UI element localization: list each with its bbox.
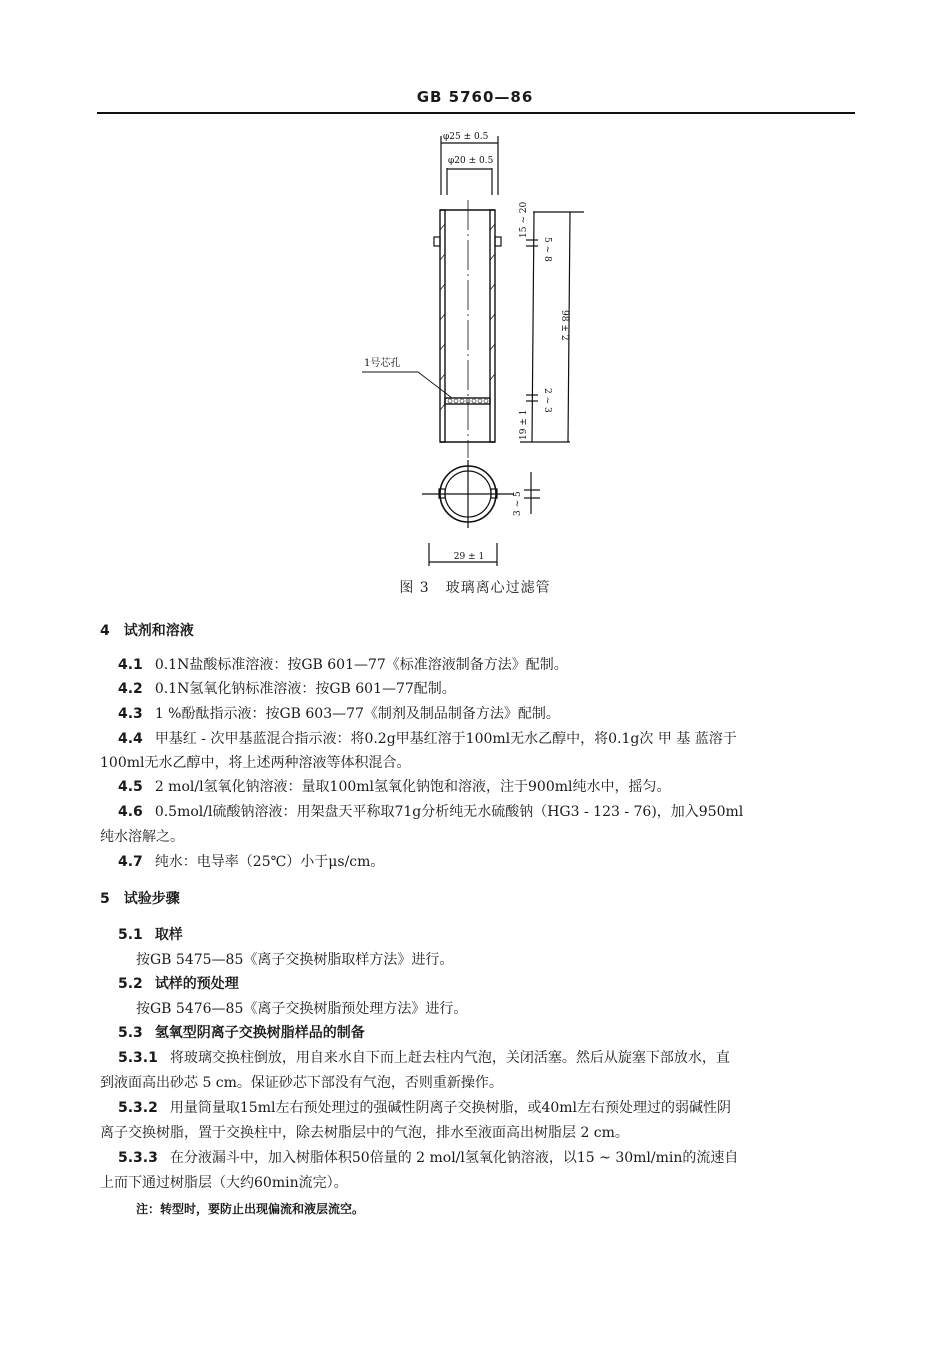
subsection-title: 取样 xyxy=(154,927,183,943)
item-4-3 xyxy=(118,705,560,723)
subsection-number: 5.3 xyxy=(118,1025,143,1041)
item-5-3-2 xyxy=(118,1099,731,1117)
section-number: 5 xyxy=(100,891,110,907)
item-5-3-2-continued: 离子交换树脂，置于交换柱中，除去树脂层中的气泡，排水至液面高出树脂层 2 cm。 xyxy=(100,1125,629,1141)
subsection-5-1-text: 按GB 5475—85《离子交换树脂取样方法》进行。 xyxy=(136,952,454,968)
item-text: 用量筒量取15ml左右预处理过的强碱性阴离子交换树脂，或40ml左右预处理过的弱碱性阴 xyxy=(169,1100,732,1116)
item-5-3-3-continued: 上而下通过树脂层（大约60min流完）。 xyxy=(100,1175,348,1191)
item-number: 4.5 xyxy=(118,779,143,795)
item-text: 将玻璃交换柱倒放，用自来水自下而上赶去柱内气泡，关闭活塞。然后从旋塞下部放水，直 xyxy=(169,1050,730,1066)
figure-caption xyxy=(0,577,950,597)
label-inner-diameter: φ20 ± 0.5 xyxy=(448,156,494,166)
label-total-length: 98 ± 2 xyxy=(559,310,569,341)
item-text: 1 %酚酞指示液：按GB 603—77《制剂及制品制备方法》配制。 xyxy=(154,706,560,722)
figure-3-diagram xyxy=(340,120,620,580)
label-outer-diameter: φ25 ± 0.5 xyxy=(443,132,489,142)
subsection-title: 氢氧型阴离子交换树脂样品的制备 xyxy=(154,1025,365,1041)
item-text: 甲基红 - 次甲基蓝混合指示液：将0.2g甲基红溶于100ml无水乙醇中，将0.1g次 甲 基 蓝溶于 xyxy=(154,731,737,747)
centrifuge-filter-tube-drawing xyxy=(340,120,620,580)
item-text: 0.1N盐酸标准溶液：按GB 601—77《标准溶液制备方法》配制。 xyxy=(154,657,568,673)
subsection-number: 5.2 xyxy=(118,976,143,992)
item-4-4 xyxy=(118,730,737,748)
section-number: 4 xyxy=(100,623,110,639)
item-number: 4.4 xyxy=(118,731,143,747)
item-4-5 xyxy=(118,778,671,796)
item-5-3-1-continued: 到液面高出砂芯 5 cm。保证砂芯下部没有气泡，否则重新操作。 xyxy=(100,1075,503,1091)
section-4-heading xyxy=(100,620,194,640)
item-5-3-3 xyxy=(118,1149,738,1167)
figure-title: 玻璃离心过滤管 xyxy=(445,580,551,596)
item-4-6 xyxy=(118,803,743,821)
item-4-7 xyxy=(118,853,384,871)
note: 注：转型时，要防止出现偏流和液层流空。 xyxy=(136,1202,365,1216)
label-frit-thickness: 2 ~ 3 xyxy=(542,388,552,413)
figure-number: 图 3 xyxy=(399,580,430,596)
label-bottom-length: 19 ± 1 xyxy=(519,409,529,440)
item-4-1 xyxy=(118,656,568,674)
page-header-title: GB 5760—86 xyxy=(416,88,534,106)
item-text: 0.1N氢氧化钠标准溶液：按GB 601—77配制。 xyxy=(154,681,456,697)
item-number: 4.6 xyxy=(118,804,143,820)
item-number: 4.7 xyxy=(118,854,143,870)
item-4-6-continued: 纯水溶解之。 xyxy=(100,829,184,845)
item-text: 纯水：电导率（25℃）小于μs/cm。 xyxy=(154,854,385,870)
item-number: 5.3.2 xyxy=(118,1100,158,1116)
label-top-gap: 15 ~ 20 xyxy=(519,201,529,238)
item-text: 0.5mol/l硫酸钠溶液：用架盘天平称取71g分析纯无水硫酸钠（HG3 - 123 - 76)，加入950ml xyxy=(154,804,744,820)
section-title: 试验步骤 xyxy=(123,891,180,907)
label-core-hole: 1号芯孔 xyxy=(364,358,401,369)
item-4-2 xyxy=(118,680,456,698)
subsection-5-2-text: 按GB 5476—85《离子交换树脂预处理方法》进行。 xyxy=(136,1001,468,1017)
header-divider xyxy=(97,112,855,114)
label-ear-height: 5 ~ 8 xyxy=(542,237,552,262)
label-ear-span: 29 ± 1 xyxy=(453,552,485,562)
subsection-5-3-heading xyxy=(118,1024,365,1042)
section-5-heading xyxy=(100,888,180,908)
item-text: 2 mol/l氢氧化钠溶液：量取100ml氢氧化钠饱和溶液，注于900ml纯水中，摇匀。 xyxy=(154,779,671,795)
item-number: 5.3.1 xyxy=(118,1050,158,1066)
item-number: 5.3.3 xyxy=(118,1150,158,1166)
section-title: 试剂和溶液 xyxy=(123,623,194,639)
subsection-title: 试样的预处理 xyxy=(154,976,239,992)
item-number: 4.3 xyxy=(118,706,143,722)
item-5-3-1 xyxy=(118,1049,730,1067)
item-text: 在分液漏斗中，加入树脂体积50倍量的 2 mol/l氢氧化钠溶液，以15 ~ 30ml/min的流速自 xyxy=(169,1150,739,1166)
item-number: 4.2 xyxy=(118,681,143,697)
label-ear-width: 3 ~ 5 xyxy=(513,491,523,516)
subsection-number: 5.1 xyxy=(118,927,143,943)
subsection-5-2-heading xyxy=(118,975,239,993)
item-4-4-continued: 100ml无水乙醇中，将上述两种溶液等体积混合。 xyxy=(100,755,411,771)
subsection-5-1-heading xyxy=(118,926,183,944)
item-number: 4.1 xyxy=(118,657,143,673)
